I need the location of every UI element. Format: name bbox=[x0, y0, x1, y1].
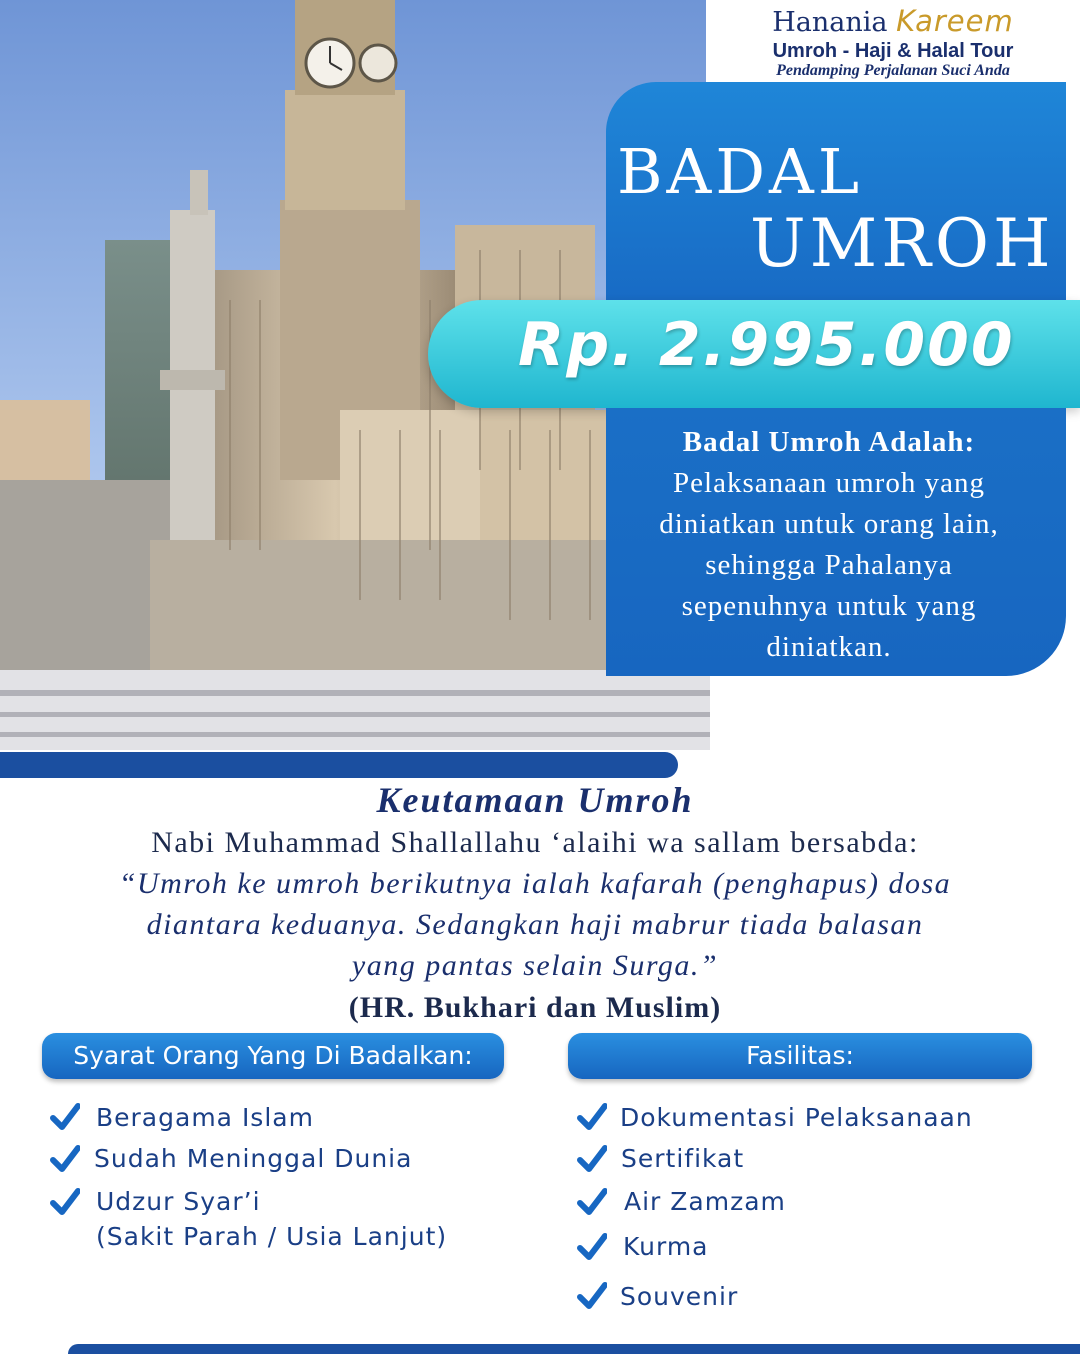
price-value: Rp. 2.995.000 bbox=[518, 310, 1015, 380]
syarat-item: Beragama Islam bbox=[96, 1103, 314, 1132]
brand-tagline: Pendamping Perjalanan Suci Anda bbox=[776, 62, 1010, 79]
fasilitas-heading: Fasilitas: bbox=[568, 1033, 1032, 1079]
description-line: sehingga Pahalanya bbox=[705, 549, 953, 581]
check-icon bbox=[50, 1187, 80, 1217]
description-line: diniatkan untuk orang lain, bbox=[659, 508, 999, 540]
keutamaan-quote-line: yang pantas selain Surga.” bbox=[351, 949, 719, 982]
photo-accent-bar bbox=[0, 752, 678, 778]
brand-name bbox=[706, 4, 1080, 40]
fasilitas-item: Air Zamzam bbox=[624, 1187, 786, 1216]
brand-name-2: Kareem bbox=[896, 4, 1014, 38]
keutamaan-source: (HR. Bukhari dan Muslim) bbox=[348, 991, 722, 1024]
fasilitas-item: Sertifikat bbox=[621, 1144, 745, 1173]
syarat-heading: Syarat Orang Yang Di Badalkan: bbox=[42, 1033, 504, 1079]
description-line: diniatkan. bbox=[766, 631, 892, 663]
description-line: Pelaksanaan umroh yang bbox=[673, 467, 985, 499]
title-line-1: BADAL bbox=[617, 135, 863, 208]
description-heading: Badal Umroh Adalah: bbox=[682, 426, 976, 458]
check-icon bbox=[577, 1232, 607, 1262]
fasilitas-item: Souvenir bbox=[620, 1282, 739, 1311]
fasilitas-item: Dokumentasi Pelaksanaan bbox=[620, 1103, 973, 1132]
brand-name-1: Hanania bbox=[772, 7, 888, 38]
check-icon bbox=[577, 1144, 607, 1174]
keutamaan-section bbox=[0, 778, 1070, 1030]
keutamaan-heading: Keutamaan Umroh bbox=[376, 780, 694, 820]
title-line-2: UMROH bbox=[750, 205, 1055, 282]
syarat-item: Sudah Meninggal Dunia bbox=[94, 1144, 413, 1173]
description-line: sepenuhnya untuk yang bbox=[681, 590, 977, 622]
check-icon bbox=[577, 1187, 607, 1217]
syarat-item-note: (Sakit Parah / Usia Lanjut) bbox=[96, 1222, 448, 1251]
brand-subtitle: Umroh - Haji & Halal Tour bbox=[772, 40, 1014, 62]
brand-logo bbox=[706, 0, 1080, 82]
syarat-item: Udzur Syar’i bbox=[96, 1187, 261, 1216]
keutamaan-intro: Nabi Muhammad Shallallahu ‘alaihi wa sallam bersabda: bbox=[151, 826, 919, 859]
description bbox=[606, 422, 1052, 668]
check-icon bbox=[577, 1102, 607, 1132]
keutamaan-quote-line: “Umroh ke umroh berikutnya ialah kafarah (penghapus) dosa bbox=[118, 867, 952, 900]
check-icon bbox=[50, 1144, 80, 1174]
bottom-accent-bar bbox=[68, 1344, 1080, 1354]
fasilitas-item: Kurma bbox=[623, 1232, 709, 1261]
check-icon bbox=[50, 1102, 80, 1132]
check-icon bbox=[577, 1281, 607, 1311]
keutamaan-quote-line: diantara keduanya. Sedangkan haji mabrur tiada balasan bbox=[146, 908, 924, 941]
